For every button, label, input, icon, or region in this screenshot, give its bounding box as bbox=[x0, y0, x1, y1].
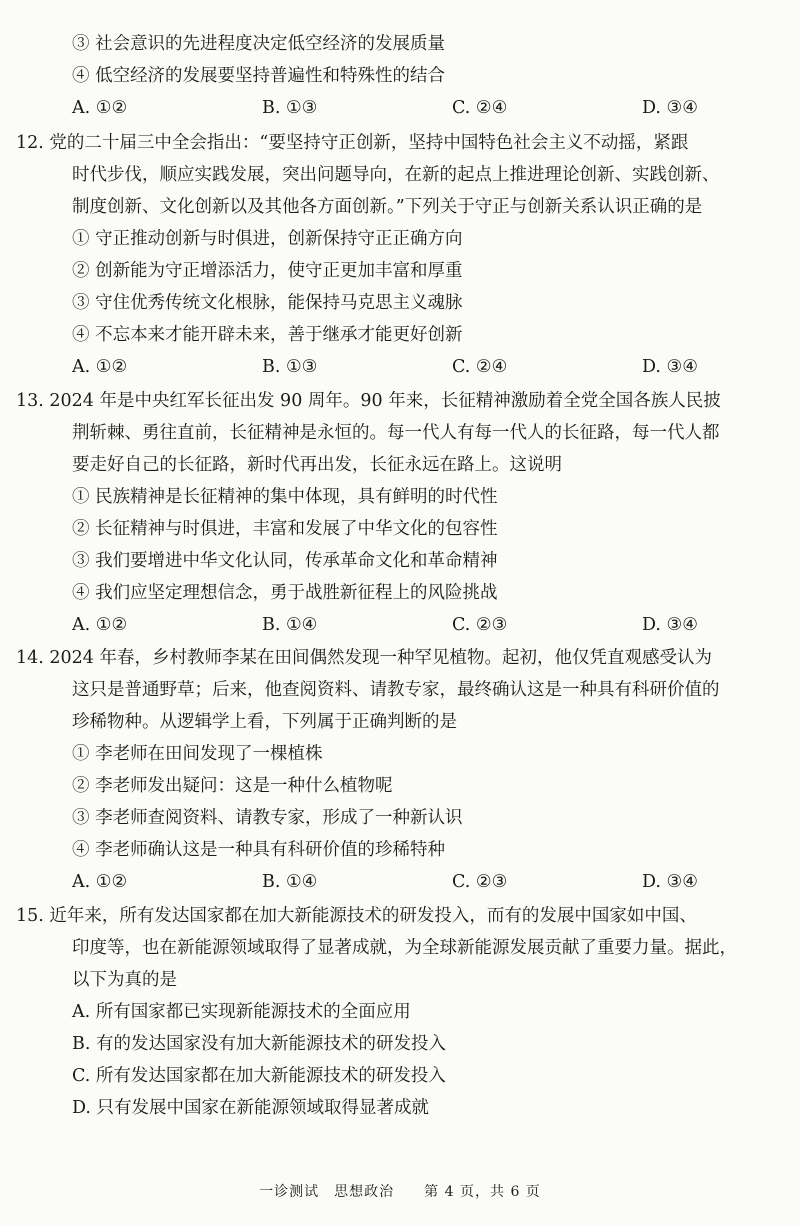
q14-item-1: ① 李老师在田间发现了一棵植株 bbox=[72, 744, 323, 764]
option-a: A. ①② bbox=[72, 872, 128, 892]
q14-stem-line-2: 这只是普通野草；后来，他查阅资料、请教专家，最终确认这是一种具有科研价值的 bbox=[72, 680, 720, 700]
q15-choice-d: D. 只有发展中国家在新能源领域取得显著成就 bbox=[72, 1098, 430, 1118]
q13-stem-line-1: 13. 2024 年是中央红军长征出发 90 周年。90 年来，长征精神激励着全党全国各族人民披 bbox=[16, 391, 721, 411]
q15-choice-b: B. 有的发达国家没有加大新能源技术的研发投入 bbox=[72, 1034, 446, 1054]
q14-item-4: ④ 李老师确认这是一种具有科研价值的珍稀特种 bbox=[72, 840, 446, 860]
option-b: B. ①④ bbox=[262, 872, 318, 892]
option-d: D. ③④ bbox=[642, 98, 698, 118]
q14-stem-line-3: 珍稀物种。从逻辑学上看，下列属于正确判断的是 bbox=[72, 712, 457, 732]
q12-options bbox=[72, 351, 800, 383]
option-d: D. ③④ bbox=[642, 872, 698, 892]
option-c: C. ②③ bbox=[452, 872, 508, 892]
q11-options bbox=[72, 92, 800, 124]
option-c: C. ②③ bbox=[452, 615, 508, 635]
option-a: A. ①② bbox=[72, 357, 128, 377]
q13-item-2: ② 长征精神与时俱进，丰富和发展了中华文化的包容性 bbox=[72, 519, 498, 539]
q12-item-2: ② 创新能为守正增添活力，使守正更加丰富和厚重 bbox=[72, 261, 463, 281]
q12-stem-line-2: 时代步伐，顺应实践发展，突出问题导向，在新的起点上推进理论创新、实践创新、 bbox=[72, 165, 720, 185]
q15-stem-line-2: 印度等，也在新能源领域取得了显著成就，为全球新能源发展贡献了重要力量。据此， bbox=[72, 938, 737, 958]
q13-stem-line-3: 要走好自己的长征路，新时代再出发，长征永远在路上。这说明 bbox=[72, 455, 562, 475]
q13-item-3: ③ 我们要增进中华文化认同，传承革命文化和革命精神 bbox=[72, 551, 498, 571]
option-d: D. ③④ bbox=[642, 615, 698, 635]
q11-item-3: ③ 社会意识的先进程度决定低空经济的发展质量 bbox=[72, 34, 446, 54]
option-a: A. ①② bbox=[72, 615, 128, 635]
q13-stem-line-2: 荆斩棘、勇往直前，长征精神是永恒的。每一代人有每一代人的长征路，每一代人都 bbox=[72, 423, 720, 443]
option-b: B. ①④ bbox=[262, 615, 318, 635]
q14-item-2: ② 李老师发出疑问：这是一种什么植物呢 bbox=[72, 776, 393, 796]
q15-choice-c: C. 所有发达国家都在加大新能源技术的研发投入 bbox=[72, 1066, 446, 1086]
option-c: C. ②④ bbox=[452, 98, 508, 118]
option-a: A. ①② bbox=[72, 98, 128, 118]
q15-stem-line-1: 15. 近年来，所有发达国家都在加大新能源技术的研发投入，而有的发展中国家如中国、 bbox=[16, 906, 697, 926]
option-b: B. ①③ bbox=[262, 357, 318, 377]
q12-item-3: ③ 守住优秀传统文化根脉，能保持马克思主义魂脉 bbox=[72, 293, 463, 313]
q12-stem-line-1: 12. 党的二十届三中全会指出：“要坚持守正创新，坚持中国特色社会主义不动摇，紧跟 bbox=[16, 133, 689, 153]
q11-item-4: ④ 低空经济的发展要坚持普遍性和特殊性的结合 bbox=[72, 66, 446, 86]
q15-stem-line-3: 以下为真的是 bbox=[72, 970, 177, 990]
q13-item-4: ④ 我们应坚定理想信念，勇于战胜新征程上的风险挑战 bbox=[72, 583, 498, 603]
q13-options bbox=[72, 609, 800, 641]
option-c: C. ②④ bbox=[452, 357, 508, 377]
q12-item-4: ④ 不忘本来才能开辟未来，善于继承才能更好创新 bbox=[72, 325, 463, 345]
q13-item-1: ① 民族精神是长征精神的集中体现，具有鲜明的时代性 bbox=[72, 487, 498, 507]
q14-stem-line-1: 14. 2024 年春，乡村教师李某在田间偶然发现一种罕见植物。起初，他仅凭直观感受认为 bbox=[16, 648, 712, 668]
q14-item-3: ③ 李老师查阅资料、请教专家，形成了一种新认识 bbox=[72, 808, 463, 828]
q12-stem-line-3: 制度创新、文化创新以及其他各方面创新。”下列关于守正与创新关系认识正确的是 bbox=[72, 197, 703, 217]
page-footer: 一诊测试 思想政治 第 4 页，共 6 页 bbox=[259, 1184, 541, 1200]
q14-options bbox=[72, 866, 800, 898]
q12-item-1: ① 守正推动创新与时俱进，创新保持守正正确方向 bbox=[72, 229, 463, 249]
option-d: D. ③④ bbox=[642, 357, 698, 377]
q15-choice-a: A. 所有国家都已实现新能源技术的全面应用 bbox=[72, 1002, 411, 1022]
option-b: B. ①③ bbox=[262, 98, 318, 118]
